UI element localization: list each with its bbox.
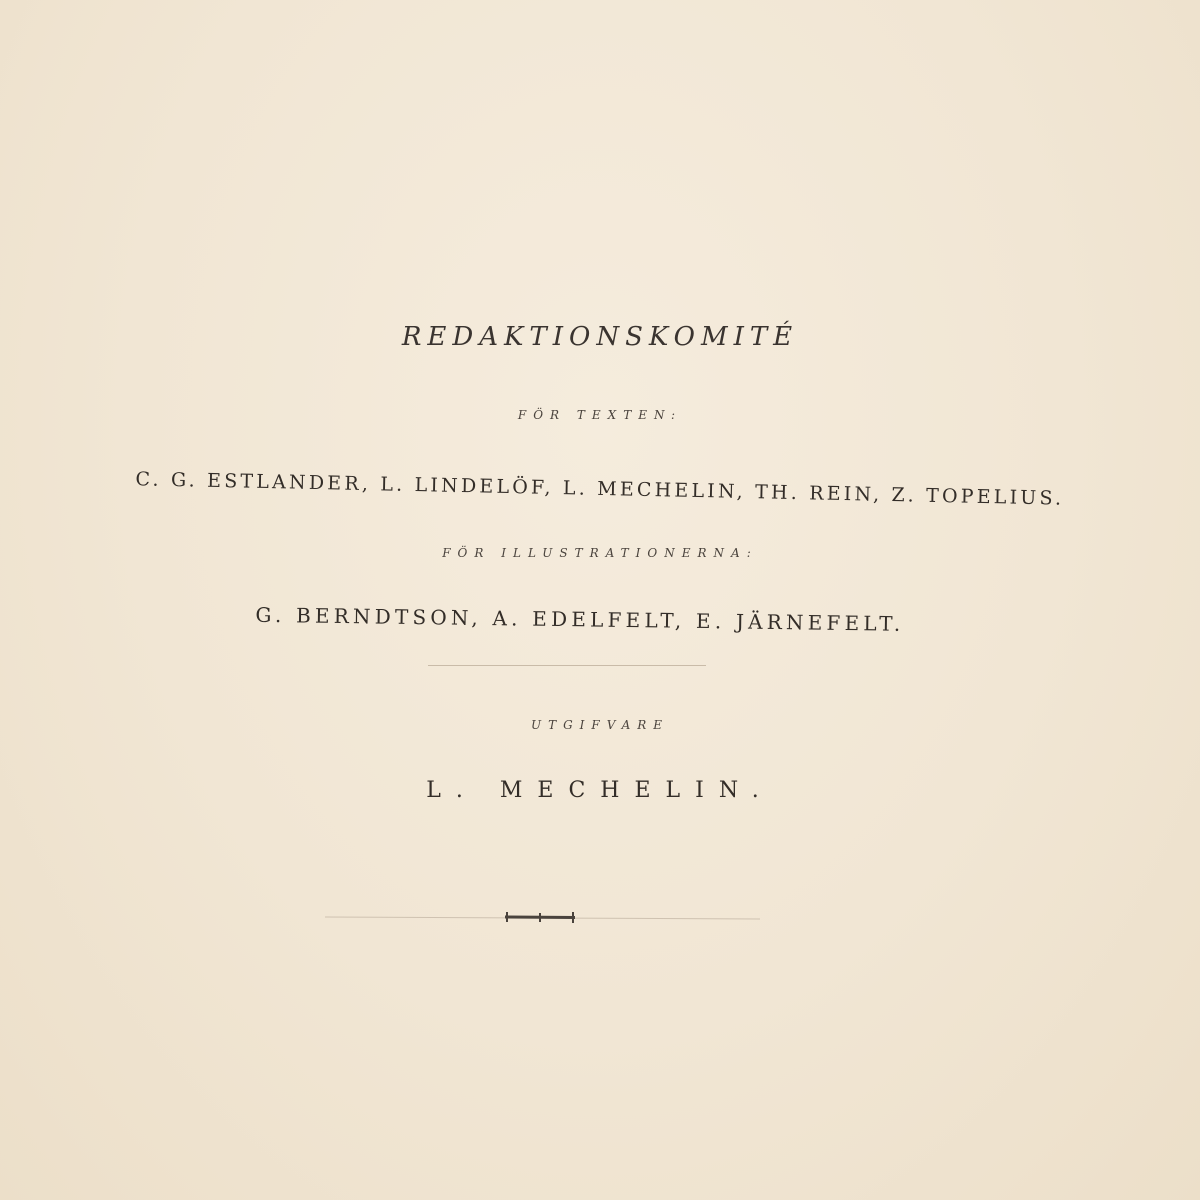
publisher-name: L. MECHELIN.: [426, 778, 774, 803]
ornament-rule: [325, 905, 760, 929]
committee-heading: REDAKTIONSKOMITÉ: [401, 322, 799, 352]
illustrations-label: FÖR ILLUSTRATIONERNA:: [442, 546, 758, 560]
text-label: FÖR TEXTEN:: [517, 408, 683, 422]
publisher-label: UTGIFVARE: [530, 718, 670, 732]
illustration-editors: G. BERNDTSON, A. EDELFELT, E. JÄRNEFELT.: [255, 602, 905, 636]
text-editors: C. G. ESTLANDER, L. LINDELÖF, L. MECHELIN, TH. REIN, Z. TOPELIUS.: [135, 468, 1065, 510]
divider-rule: [428, 665, 706, 666]
